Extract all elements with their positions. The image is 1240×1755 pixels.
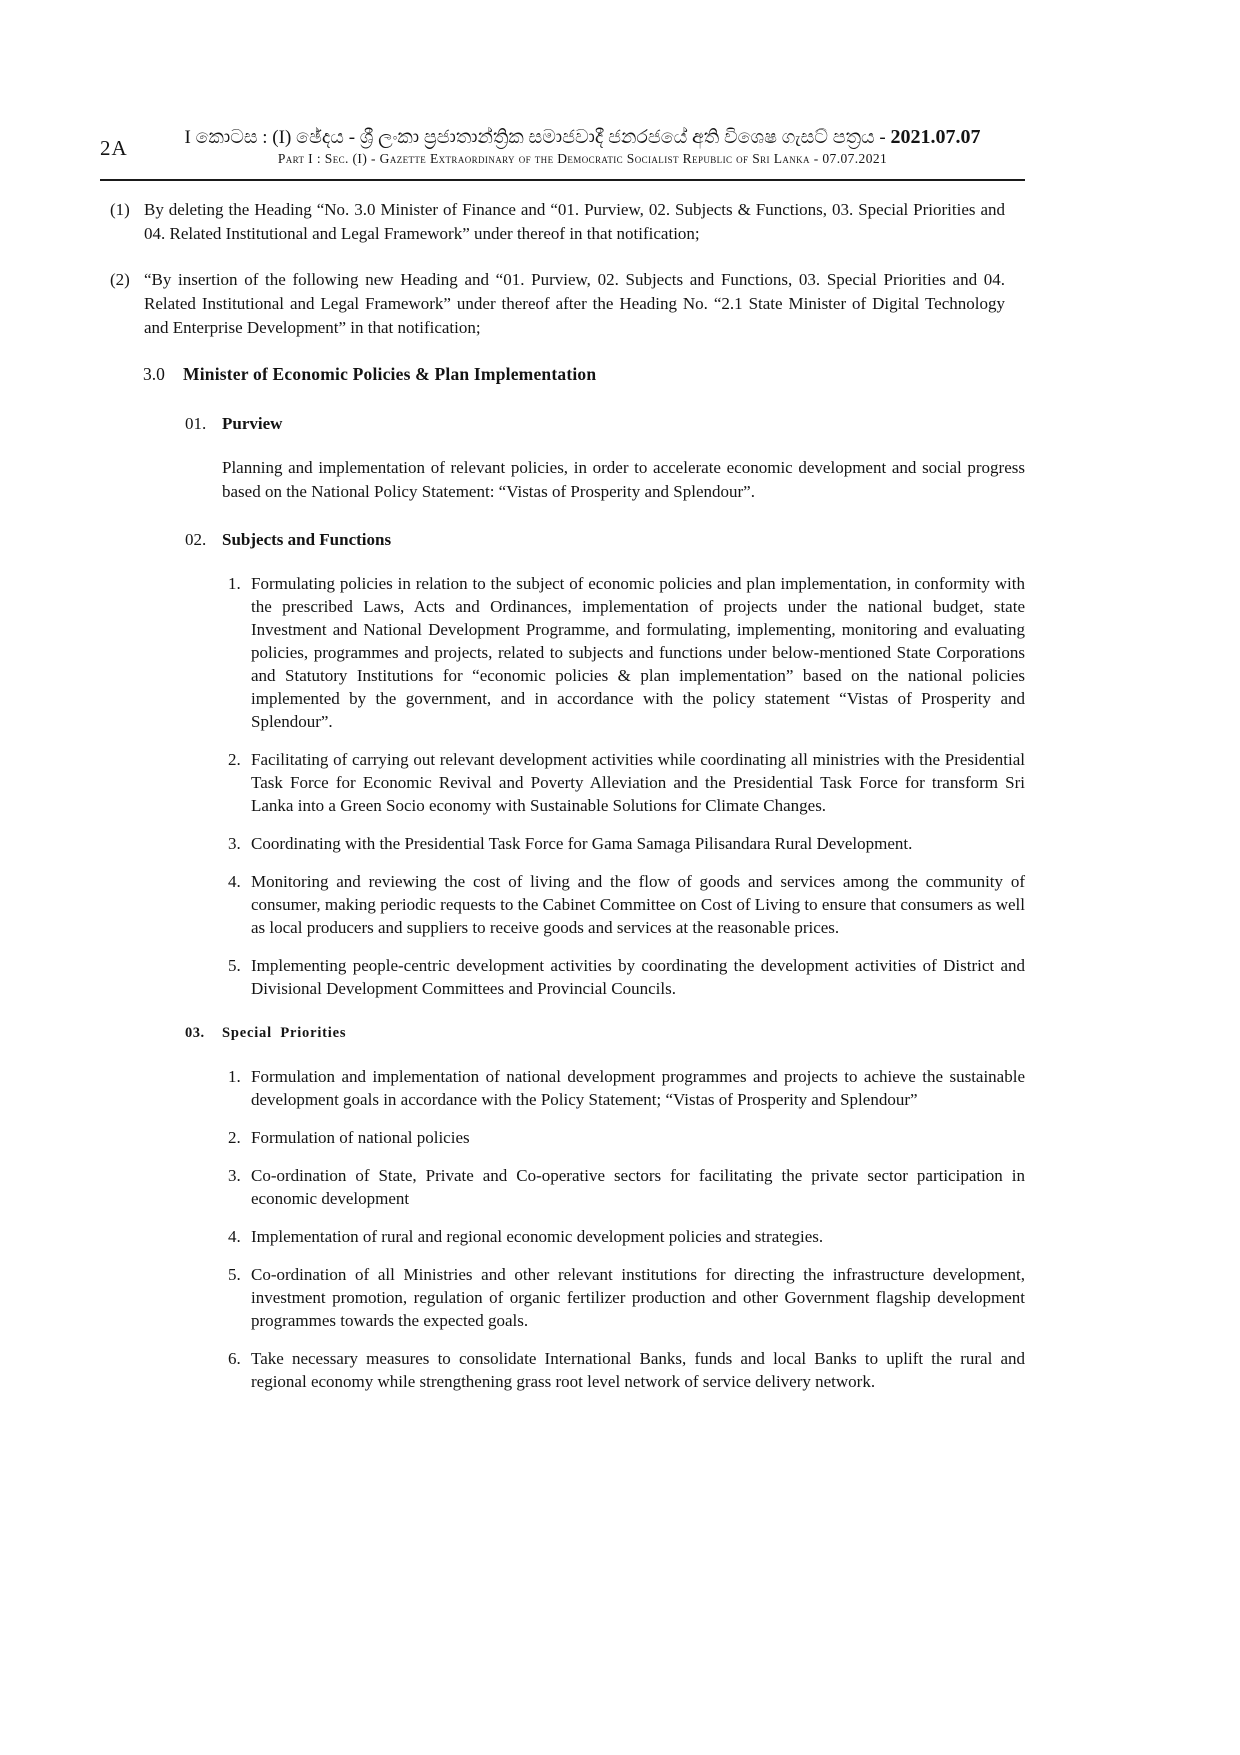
- list-item: [100, 1347, 1025, 1393]
- ministry-title: Minister of Economic Policies & Plan Implementation: [183, 364, 597, 384]
- section-title: Purview: [222, 414, 283, 433]
- list-item: [100, 1164, 1025, 1210]
- amendment-number: (2): [110, 270, 130, 289]
- item-text: Implementing people-centric development activities by coordinating the development activities of District and Divisional Development Committees and Provincial Councils.: [251, 956, 1025, 998]
- list-item: [100, 1126, 1025, 1149]
- item-text: Co-ordination of State, Private and Co-operative sectors for facilitating the private sector participation in economic development: [251, 1166, 1025, 1208]
- section-title: Subjects and Functions: [222, 530, 392, 549]
- list-item: [100, 748, 1025, 817]
- gazette-header-sinhala: [140, 126, 1025, 149]
- item-number: 4.: [228, 872, 241, 891]
- page-number: 2A: [100, 136, 128, 160]
- amendment-number: (1): [110, 200, 130, 219]
- item-number: 2.: [228, 750, 241, 769]
- purview-body: Planning and implementation of relevant policies, in order to accelerate economic development and social progress based on the National Policy Statement: “Vistas of Prosperity and Splendour”.: [222, 458, 1025, 501]
- item-text: Formulation and implementation of national development programmes and projects to achieve the sustainable development goals in accordance with the Policy Statement; “Vistas of Prosperity and Splendour”: [251, 1067, 1025, 1109]
- amendment-item-1: [100, 198, 1025, 246]
- item-text: Implementation of rural and regional economic development policies and strategies.: [251, 1227, 824, 1246]
- list-item: [100, 1065, 1025, 1111]
- item-number: 4.: [228, 1227, 241, 1246]
- section-number: 03.: [185, 1025, 205, 1041]
- item-text: Formulation of national policies: [251, 1128, 470, 1147]
- header-rule: [100, 179, 1025, 181]
- item-number: 3.: [228, 1166, 241, 1185]
- ministry-heading: [100, 362, 1025, 386]
- item-number: 5.: [228, 1265, 241, 1284]
- list-item: [100, 870, 1025, 939]
- item-number: 3.: [228, 834, 241, 853]
- section-heading-subjects: [100, 528, 1025, 552]
- amendment-text: “By insertion of the following new Heading and “01. Purview, 02. Subjects and Functions, 03. Special Priorities and 04. Related Institutional and Legal Framework” under thereof after the Heading No. “2.1 State Minister of Digital Technology and Enterprise Development” in that notification;: [144, 270, 1005, 337]
- section-number: 02.: [185, 530, 207, 549]
- item-text: Coordinating with the Presidential Task Force for Gama Samaga Pilisandara Rural Development.: [251, 834, 913, 853]
- item-text: Monitoring and reviewing the cost of living and the flow of goods and services among the community of consumer, making periodic requests to the Cabinet Committee on Cost of Living to ensure that consumers as well as local producers and suppliers to receive goods and services at the reasonable prices.: [251, 872, 1025, 937]
- list-item: [100, 1225, 1025, 1248]
- item-number: 1.: [228, 1067, 241, 1086]
- item-number: 1.: [228, 574, 241, 593]
- item-text: Facilitating of carrying out relevant development activities while coordinating all ministries with the Presidential Task Force for Economic Revival and Poverty Alleviation and the Presidential Task Force for transform Sri Lanka into a Green Socio economy with Sustainable Solutions for Climate Changes.: [251, 750, 1025, 815]
- section-heading-priorities: [100, 1021, 1025, 1045]
- item-text: Co-ordination of all Ministries and other relevant institutions for directing the infrastructure development, investment promotion, regulation of organic fertilizer production and other Government flagship development programmes towards the expected goals.: [251, 1265, 1025, 1330]
- item-number: 2.: [228, 1128, 241, 1147]
- subjects-list: [100, 572, 1025, 1000]
- amendment-item-2: [100, 268, 1025, 340]
- section-title: Special Priorities: [222, 1025, 347, 1041]
- page-header: [100, 126, 1025, 167]
- amendment-text: By deleting the Heading “No. 3.0 Minister of Finance and “01. Purview, 02. Subjects & Functions, 03. Special Priorities and 04. Related Institutional and Legal Framework” under thereof in that notification;: [144, 200, 1005, 243]
- list-item: [100, 832, 1025, 855]
- list-item: [100, 954, 1025, 1000]
- item-number: 6.: [228, 1349, 241, 1368]
- priorities-list: [100, 1065, 1025, 1393]
- section-number: 01.: [185, 414, 207, 433]
- gazette-header-date: 2021.07.07: [890, 126, 981, 148]
- item-text: Formulating policies in relation to the subject of economic policies and plan implementation, in conformity with the prescribed Laws, Acts and Ordinances, implementation of projects under the national budget, state Investment and National Development Programme, and formulating, implementing, monitoring and evaluating policies, programmes and projects, related to subjects and functions under below-mentioned State Corporations and Statutory Institutions for “economic policies & plan implementation” based on the national policies implemented by the government, and in accordance with the policy statement “Vistas of Prosperity and Splendour”.: [251, 574, 1025, 731]
- gazette-masthead: [100, 126, 1025, 167]
- gazette-header-english: Part I : Sec. (I) - Gazette Extraordinary of the Democratic Socialist Republic of Sri Lanka - 07.07.2021: [277, 151, 888, 166]
- document-body: [100, 198, 1025, 1408]
- list-item: [100, 1263, 1025, 1332]
- gazette-header-sinhala-text: I කොටස : (I) ඡේදය - ශ්‍රී ලංකා ප්‍රජාතාන්ත්‍රික සමාජවාදී ජනරජයේ අති විශෙෂ ගැසට් පත්‍රය -: [184, 127, 891, 148]
- list-item: [100, 572, 1025, 733]
- section-heading-purview: [100, 412, 1025, 436]
- item-text: Take necessary measures to consolidate International Banks, funds and local Banks to uplift the rural and regional economy while strengthening grass root level network of service delivery network.: [251, 1349, 1025, 1391]
- item-number: 5.: [228, 956, 241, 975]
- ministry-number: 3.0: [143, 364, 165, 384]
